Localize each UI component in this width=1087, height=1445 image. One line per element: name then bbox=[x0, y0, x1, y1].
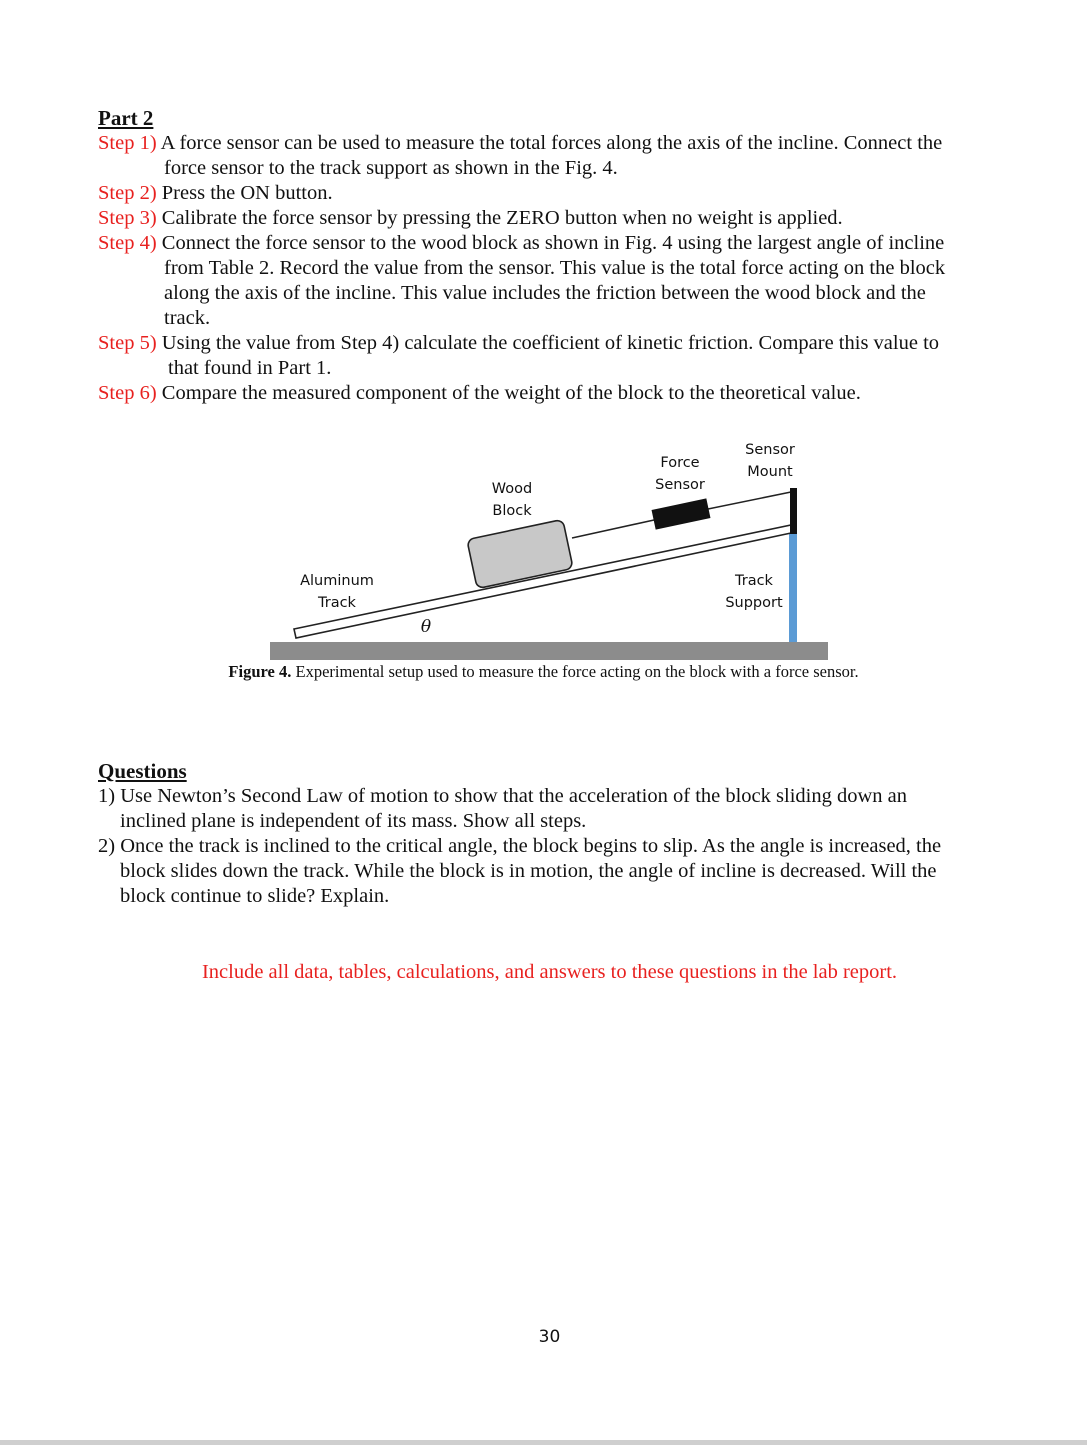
step-label: Step 5) bbox=[98, 332, 157, 354]
question-text: 1) Use Newton’s Second Law of motion to show that the acceleration of the block sliding down an bbox=[98, 785, 907, 807]
questions-heading: Questions bbox=[98, 759, 187, 783]
step-label: Step 6) bbox=[98, 382, 157, 404]
force-sensor-label: Force Sensor bbox=[655, 455, 705, 493]
step-text: Compare the measured component of the weight of the block to the theoretical value. bbox=[161, 382, 861, 404]
caption-text: Experimental setup used to measure the force acting on the block with a force sensor. bbox=[291, 662, 859, 681]
question-2 bbox=[98, 834, 1008, 909]
sensor-mount bbox=[790, 488, 797, 534]
step-text: Press the ON button. bbox=[161, 182, 333, 204]
sensor-mount-label: Sensor Mount bbox=[745, 442, 795, 480]
ground-base bbox=[270, 642, 828, 660]
step-4 bbox=[98, 231, 1008, 331]
page-number: 30 bbox=[538, 1327, 561, 1347]
step-label: Step 2) bbox=[98, 182, 157, 204]
step-label: Step 4) bbox=[98, 232, 157, 254]
step-text-cont: that found in Part 1. bbox=[168, 357, 332, 379]
step-text: Calibrate the force sensor by pressing the ZERO button when no weight is applied. bbox=[161, 207, 843, 229]
step-text-cont: force sensor to the track support as shown in the Fig. 4. bbox=[164, 157, 618, 179]
step-text-cont: track. bbox=[164, 307, 211, 329]
question-text: 2) Once the track is inclined to the critical angle, the block begins to slip. As the angle is increased, the bbox=[98, 835, 942, 857]
step-3 bbox=[98, 206, 1008, 231]
step-6 bbox=[98, 381, 1008, 406]
figure-caption bbox=[0, 662, 1087, 682]
track-support-label: Track Support bbox=[725, 573, 783, 611]
step-text-cont: along the axis of the incline. This value includes the friction between the wood block and the bbox=[164, 282, 926, 304]
aluminum-track-label: Aluminum Track bbox=[300, 573, 374, 611]
step-2 bbox=[98, 181, 1008, 206]
lab-report-note: Include all data, tables, calculations, and answers to these questions in the lab report. bbox=[201, 961, 898, 983]
incline-figure bbox=[270, 432, 830, 664]
step-5 bbox=[98, 331, 1008, 381]
string-block-sensor bbox=[572, 520, 654, 538]
part-heading: Part 2 bbox=[98, 106, 154, 130]
angle-theta-label: θ bbox=[420, 617, 432, 637]
step-text: Connect the force sensor to the wood block as shown in Fig. 4 using the largest angle of incline bbox=[161, 232, 945, 254]
force-sensor bbox=[652, 498, 711, 529]
step-label: Step 3) bbox=[98, 207, 157, 229]
string-sensor-mount bbox=[708, 492, 791, 509]
step-text: Using the value from Step 4) calculate the coefficient of kinetic friction. Compare this value to bbox=[161, 332, 940, 354]
question-text-cont: inclined plane is independent of its mass. Show all steps. bbox=[120, 810, 587, 832]
caption-bold: Figure 4. bbox=[228, 662, 292, 681]
wood-block-label: Wood Block bbox=[491, 481, 533, 519]
step-label: Step 1) bbox=[98, 132, 157, 154]
question-1 bbox=[98, 784, 1008, 834]
question-text-cont: block continue to slide? Explain. bbox=[120, 885, 390, 907]
bottom-border bbox=[0, 1440, 1087, 1445]
step-text: A force sensor can be used to measure the total forces along the axis of the incline. Connect the bbox=[160, 132, 943, 154]
step-text-cont: from Table 2. Record the value from the sensor. This value is the total force acting on the block bbox=[164, 257, 946, 279]
question-text-cont: block slides down the track. While the block is in motion, the angle of incline is decreased. Will the bbox=[120, 860, 937, 882]
step-1 bbox=[98, 131, 1008, 181]
